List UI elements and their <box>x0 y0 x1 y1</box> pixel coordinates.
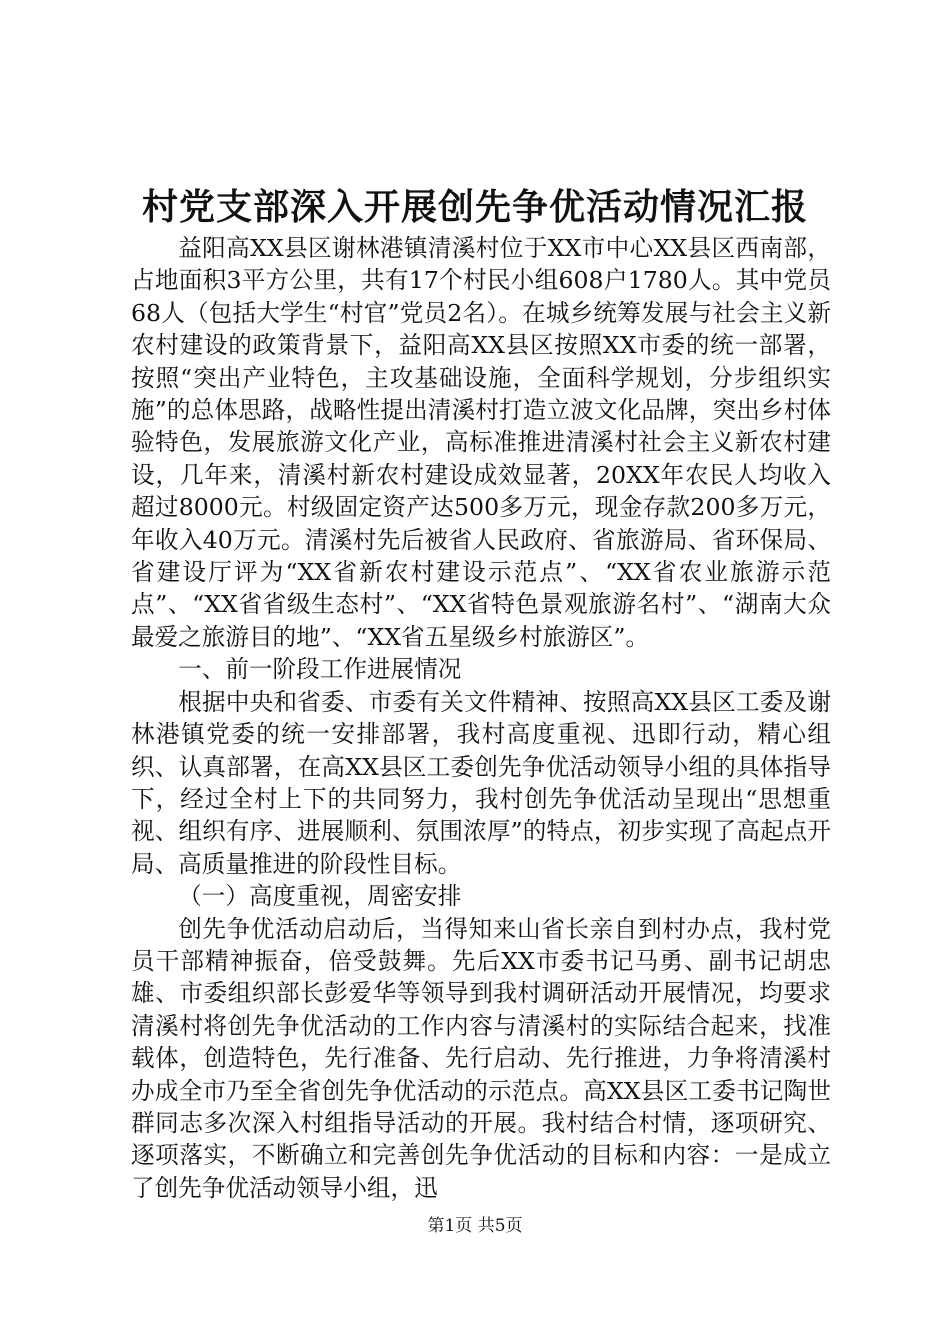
section-heading-progress: 一、前一阶段工作进展情况 <box>178 655 462 684</box>
progress-paragraph: 根据中央和省委、市委有关文件精神、按照高XX县区工委及谢林港镇党委的统一安排部署，我村高度重视、迅即行动，精心组织、认真部署，在高XX县区工委创先争优活动领导小组的具体指导下，经过全村上下的共同努力，我村创先争优活动呈现出“思想重视、组织有序、进展顺利、氛围浓厚”的特点，初步实现了高起点开局、高质量推进的阶段性目标。 <box>131 687 831 878</box>
intro-paragraph: 益阳高XX县区谢林港镇清溪村位于XX市中心XX县区西南部，占地面积3平方公里，共有17个村民小组608户1780人。其中党员68人（包括大学生“村官”党员2名）。在城乡统筹发展与社会主义新农村建设的政策背景下，益阳高XX县区按照XX市委的统一部署，按照“突出产业特色，主攻基础设施，全面科学规划，分步组织实施”的总体思路，战略性提出清溪村打造立波文化品牌，突出乡村体验特色，发展旅游文化产业，高标准推进清溪村社会主义新农村建设，几年来，清溪村新农村建设成效显著，20XX年农民人均收入超过8000元。村级固定资产达500多万元，现金存款200多万元，年收入40万元。清溪村先后被省人民政府、省旅游局、省环保局、省建设厅评为“XX省新农村建设示范点”、“XX省农业旅游示范点”、“XX省省级生态村”、“XX省特色景观旅游名村”、“湖南大众最爱之旅游目的地”、“XX省五星级乡村旅游区”。 <box>131 234 831 651</box>
subsection-heading-arrangement: （一）高度重视，周密安排 <box>178 882 462 911</box>
page-number-footer: 第1页 共5页 <box>427 1216 523 1236</box>
document-title: 村党支部深入开展创先争优活动情况汇报 <box>141 186 808 228</box>
document-body <box>131 232 831 1204</box>
arrangement-paragraph: 创先争优活动启动后，当得知来山省长亲自到村办点，我村党员干部精神振奋，倍受鼓舞。先后XX市委书记马勇、副书记胡忠雄、市委组织部长彭爱华等领导到我村调研活动开展情况，均要求清溪村将创先争优活动的工作内容与清溪村的实际结合起来，找准载体，创造特色，先行准备、先行启动、先行推进，力争将清溪村办成全市乃至全省创先争优活动的示范点。高XX县区工委书记陶世群同志多次深入村组指导活动的开展。我村结合村情，逐项研究、逐项落实，不断确立和完善创先争优活动的目标和内容：一是成立了创先争优活动领导小组，迅 <box>131 914 831 1202</box>
